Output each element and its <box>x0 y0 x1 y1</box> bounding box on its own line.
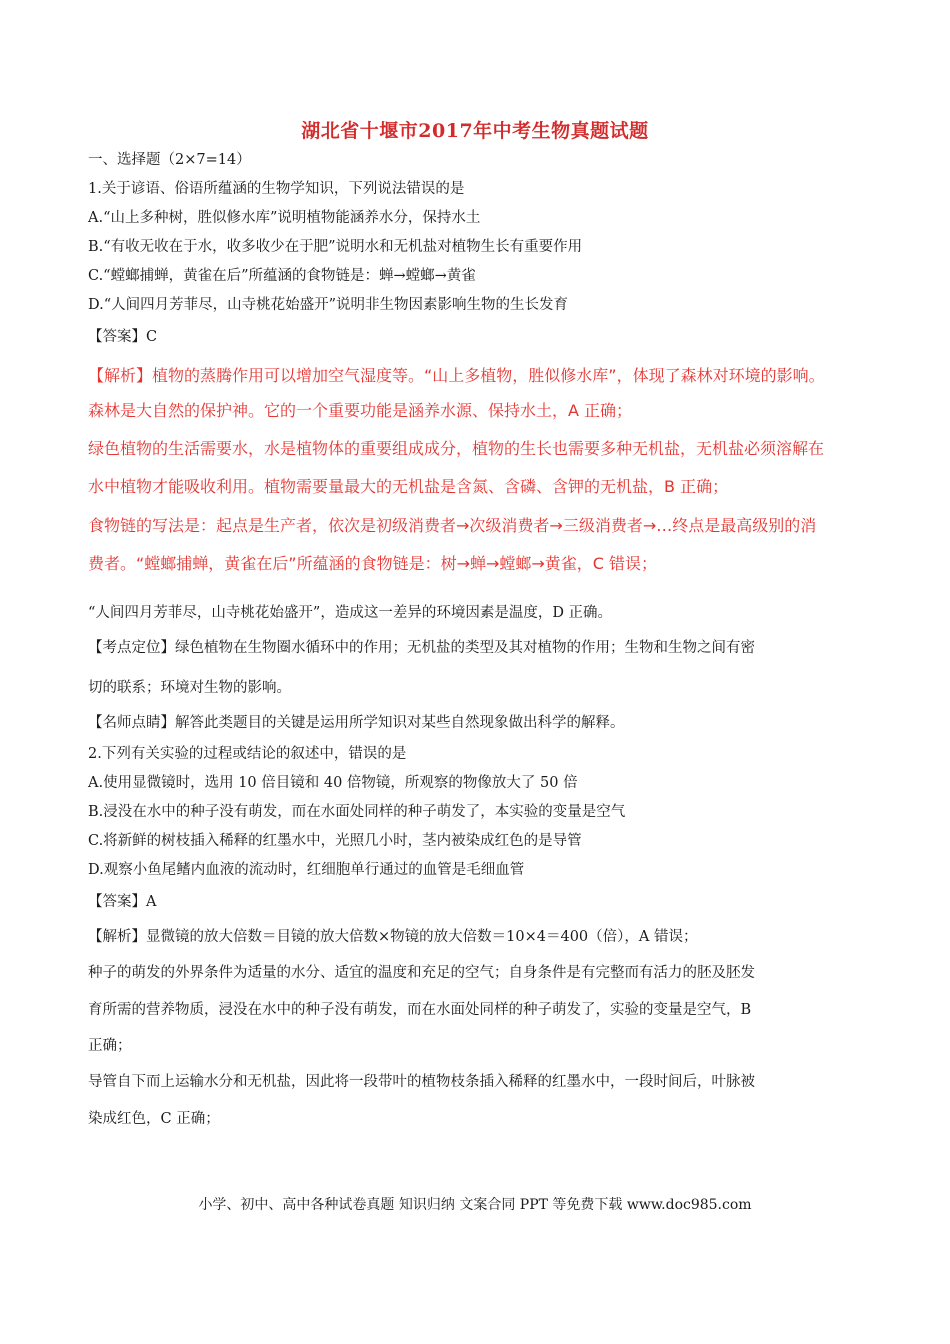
question-2-option-c: C.将新鲜的树枝插入稀释的红墨水中，光照几小时，茎内被染成红色的是导管 <box>88 833 582 849</box>
question-1-kaodian: 【考点定位】绿色植物在生物圈水循环中的作用；无机盐的类型及其对植物的作用；生物和生物之间有密 <box>88 640 755 656</box>
question-2-analysis-line: 染成红色，C 正确； <box>88 1111 220 1127</box>
question-2-analysis-line: 育所需的营养物质，浸没在水中的种子没有萌发，而在水面处同样的种子萌发了，实验的变量是空气，B <box>88 1002 752 1018</box>
question-1-analysis-line: 绿色植物的生活需要水，水是植物体的重要组成成分，植物的生长也需要多种无机盐，无机盐必须溶解在 <box>88 439 825 458</box>
question-1-analysis-line: 食物链的写法是：起点是生产者，依次是初级消费者→次级消费者→三级消费者→…终点是最高级别的消 <box>88 516 817 535</box>
question-1-analysis-line: 森林是大自然的保护神。它的一个重要功能是涵养水源、保持水土，A 正确； <box>88 401 633 420</box>
question-1-option-b: B.“有收无收在于水，收多收少在于肥”说明水和无机盐对植物生长有重要作用 <box>88 239 583 255</box>
page-footer: 小学、初中、高中各种试卷真题 知识归纳 文案合同 PPT 等免费下载 www.doc985.com <box>198 1197 752 1213</box>
question-2-analysis-line: 正确； <box>88 1038 132 1054</box>
question-1-analysis-line: 【解析】植物的蒸腾作用可以增加空气湿度等。“山上多植物，胜似修水库”，体现了森林对环境的影响。 <box>88 366 825 385</box>
section-heading: 一、选择题（2×7=14） <box>88 152 251 168</box>
question-1-analysis-d: “人间四月芳菲尽，山寺桃花始盛开”，造成这一差异的环境因素是温度，D 正确。 <box>88 605 613 621</box>
question-2-stem: 2.下列有关实验的过程或结论的叙述中，错误的是 <box>88 746 407 762</box>
question-2-option-a: A.使用显微镜时，选用 10 倍目镜和 40 倍物镜，所观察的物像放大了 50 倍 <box>88 775 578 791</box>
question-2-option-d: D.观察小鱼尾鳍内血液的流动时，红细胞单行通过的血管是毛细血管 <box>88 862 525 878</box>
question-1-answer: 【答案】C <box>88 329 158 345</box>
question-2-option-b: B.浸没在水中的种子没有萌发，而在水面处同样的种子萌发了，本实验的变量是空气 <box>88 804 626 820</box>
question-2-analysis-line: 种子的萌发的外界条件为适量的水分、适宜的温度和充足的空气；自身条件是有完整而有活力的胚及胚发 <box>88 965 755 981</box>
question-1-option-a: A.“山上多种树，胜似修水库”说明植物能涵养水分，保持水土 <box>88 210 481 226</box>
question-1-analysis-line: 费者。“螳螂捕蝉，黄雀在后”所蕴涵的食物链是：树→蝉→螳螂→黄雀，C 错误； <box>88 554 658 573</box>
page-title: 湖北省十堰市2017年中考生物真题试题 <box>301 120 649 142</box>
question-1-stem: 1.关于谚语、俗语所蕴涵的生物学知识，下列说法错误的是 <box>88 181 465 197</box>
question-2-answer: 【答案】A <box>88 894 157 910</box>
question-1-option-d: D.“人间四月芳菲尽，山寺桃花始盛开”说明非生物因素影响生物的生长发育 <box>88 297 569 313</box>
question-1-kaodian-continued: 切的联系；环境对生物的影响。 <box>88 680 291 696</box>
question-1-option-c: C.“螳螂捕蝉，黄雀在后”所蕴涵的食物链是：蝉→螳螂→黄雀 <box>88 268 476 284</box>
question-2-analysis-line: 导管自下而上运输水分和无机盐，因此将一段带叶的植物枝条插入稀释的红墨水中，一段时间后，叶脉被 <box>88 1074 755 1090</box>
question-2-analysis-line: 【解析】显微镜的放大倍数＝目镜的放大倍数×物镜的放大倍数＝10×4＝400（倍），A 错误； <box>88 929 698 945</box>
question-1-analysis-line: 水中植物才能吸收利用。植物需要量最大的无机盐是含氮、含磷、含钾的无机盐，B 正确； <box>88 477 729 496</box>
question-1-mingshi: 【名师点睛】解答此类题目的关键是运用所学知识对某些自然现象做出科学的解释。 <box>88 715 625 731</box>
